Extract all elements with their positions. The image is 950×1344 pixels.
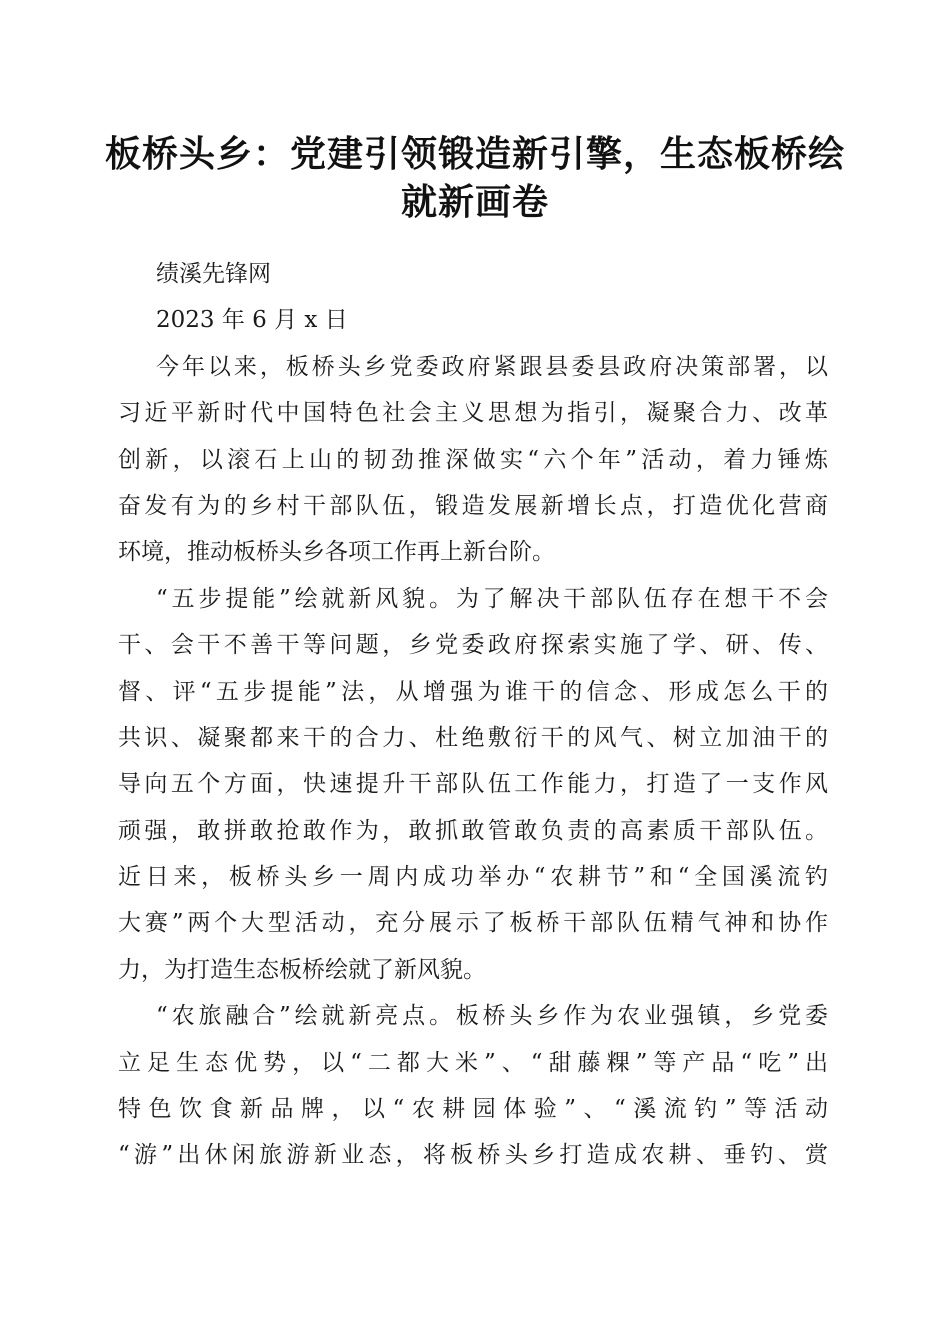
- paragraph-1: [118, 344, 828, 576]
- paragraph-line: 创新，以滚石上山的韧劲推深做实“六个年”活动，着力锤炼: [118, 446, 828, 473]
- paragraph-line: 立足生态优势，以“二都大米”、“甜藤粿”等产品“吃”出: [118, 1049, 828, 1076]
- title-line-2: 就新画卷: [400, 181, 549, 223]
- paragraph-line: “五步提能”绘就新风貌。为了解决干部队伍存在想干不会: [156, 585, 828, 612]
- paragraph-line: 近日来，板桥头乡一周内成功举办“农耕节”和“全国溪流钓: [118, 864, 828, 891]
- paragraph-line: 大赛”两个大型活动，充分展示了板桥干部队伍精气神和协作: [118, 910, 828, 937]
- source-line: 绩溪先锋网: [156, 261, 271, 287]
- document-body: [118, 251, 828, 1179]
- paragraph-line: 环境，推动板桥头乡各项工作再上新台阶。: [118, 539, 555, 566]
- date-line: 2023 年 6 月 x 日: [156, 307, 348, 334]
- paragraph-line: 共识、凝聚都来干的合力、杜绝敷衍干的风气、树立加油干的: [118, 724, 828, 751]
- paragraph-line: 督、评“五步提能”法，从增强为谁干的信念、形成怎么干的: [118, 678, 828, 705]
- paragraph-2: [118, 576, 828, 994]
- paragraph-line: “游”出休闲旅游新业态，将板桥头乡打造成农耕、垂钓、赏: [118, 1142, 828, 1169]
- paragraph-line: 导向五个方面，快速提升干部队伍工作能力，打造了一支作风: [118, 771, 828, 798]
- paragraph-line: 干、会干不善干等问题，乡党委政府探索实施了学、研、传、: [118, 632, 828, 659]
- paragraph-line: 奋发有为的乡村干部队伍，锻造发展新增长点，打造优化营商: [118, 492, 828, 519]
- document-title: [100, 130, 850, 226]
- paragraph-line: “农旅融合”绘就新亮点。板桥头乡作为农业强镇，乡党委: [156, 1003, 828, 1030]
- paragraph-line: 特色饮食新品牌，以“农耕园体验”、“溪流钓”等活动: [118, 1096, 828, 1123]
- title-line-1: 板桥头乡：党建引领锻造新引擎，生态板桥绘: [104, 133, 845, 175]
- paragraph-line: 习近平新时代中国特色社会主义思想为指引，凝聚合力、改革: [118, 400, 828, 427]
- paragraph-3: [118, 993, 828, 1179]
- paragraph-line: 顽强，敢拼敢抢敢作为，敢抓敢管敢负责的高素质干部队伍。: [118, 817, 828, 844]
- paragraph-line: 今年以来，板桥头乡党委政府紧跟县委县政府决策部署，以: [156, 353, 828, 380]
- paragraph-line: 力，为打造生态板桥绘就了新风貌。: [118, 956, 486, 983]
